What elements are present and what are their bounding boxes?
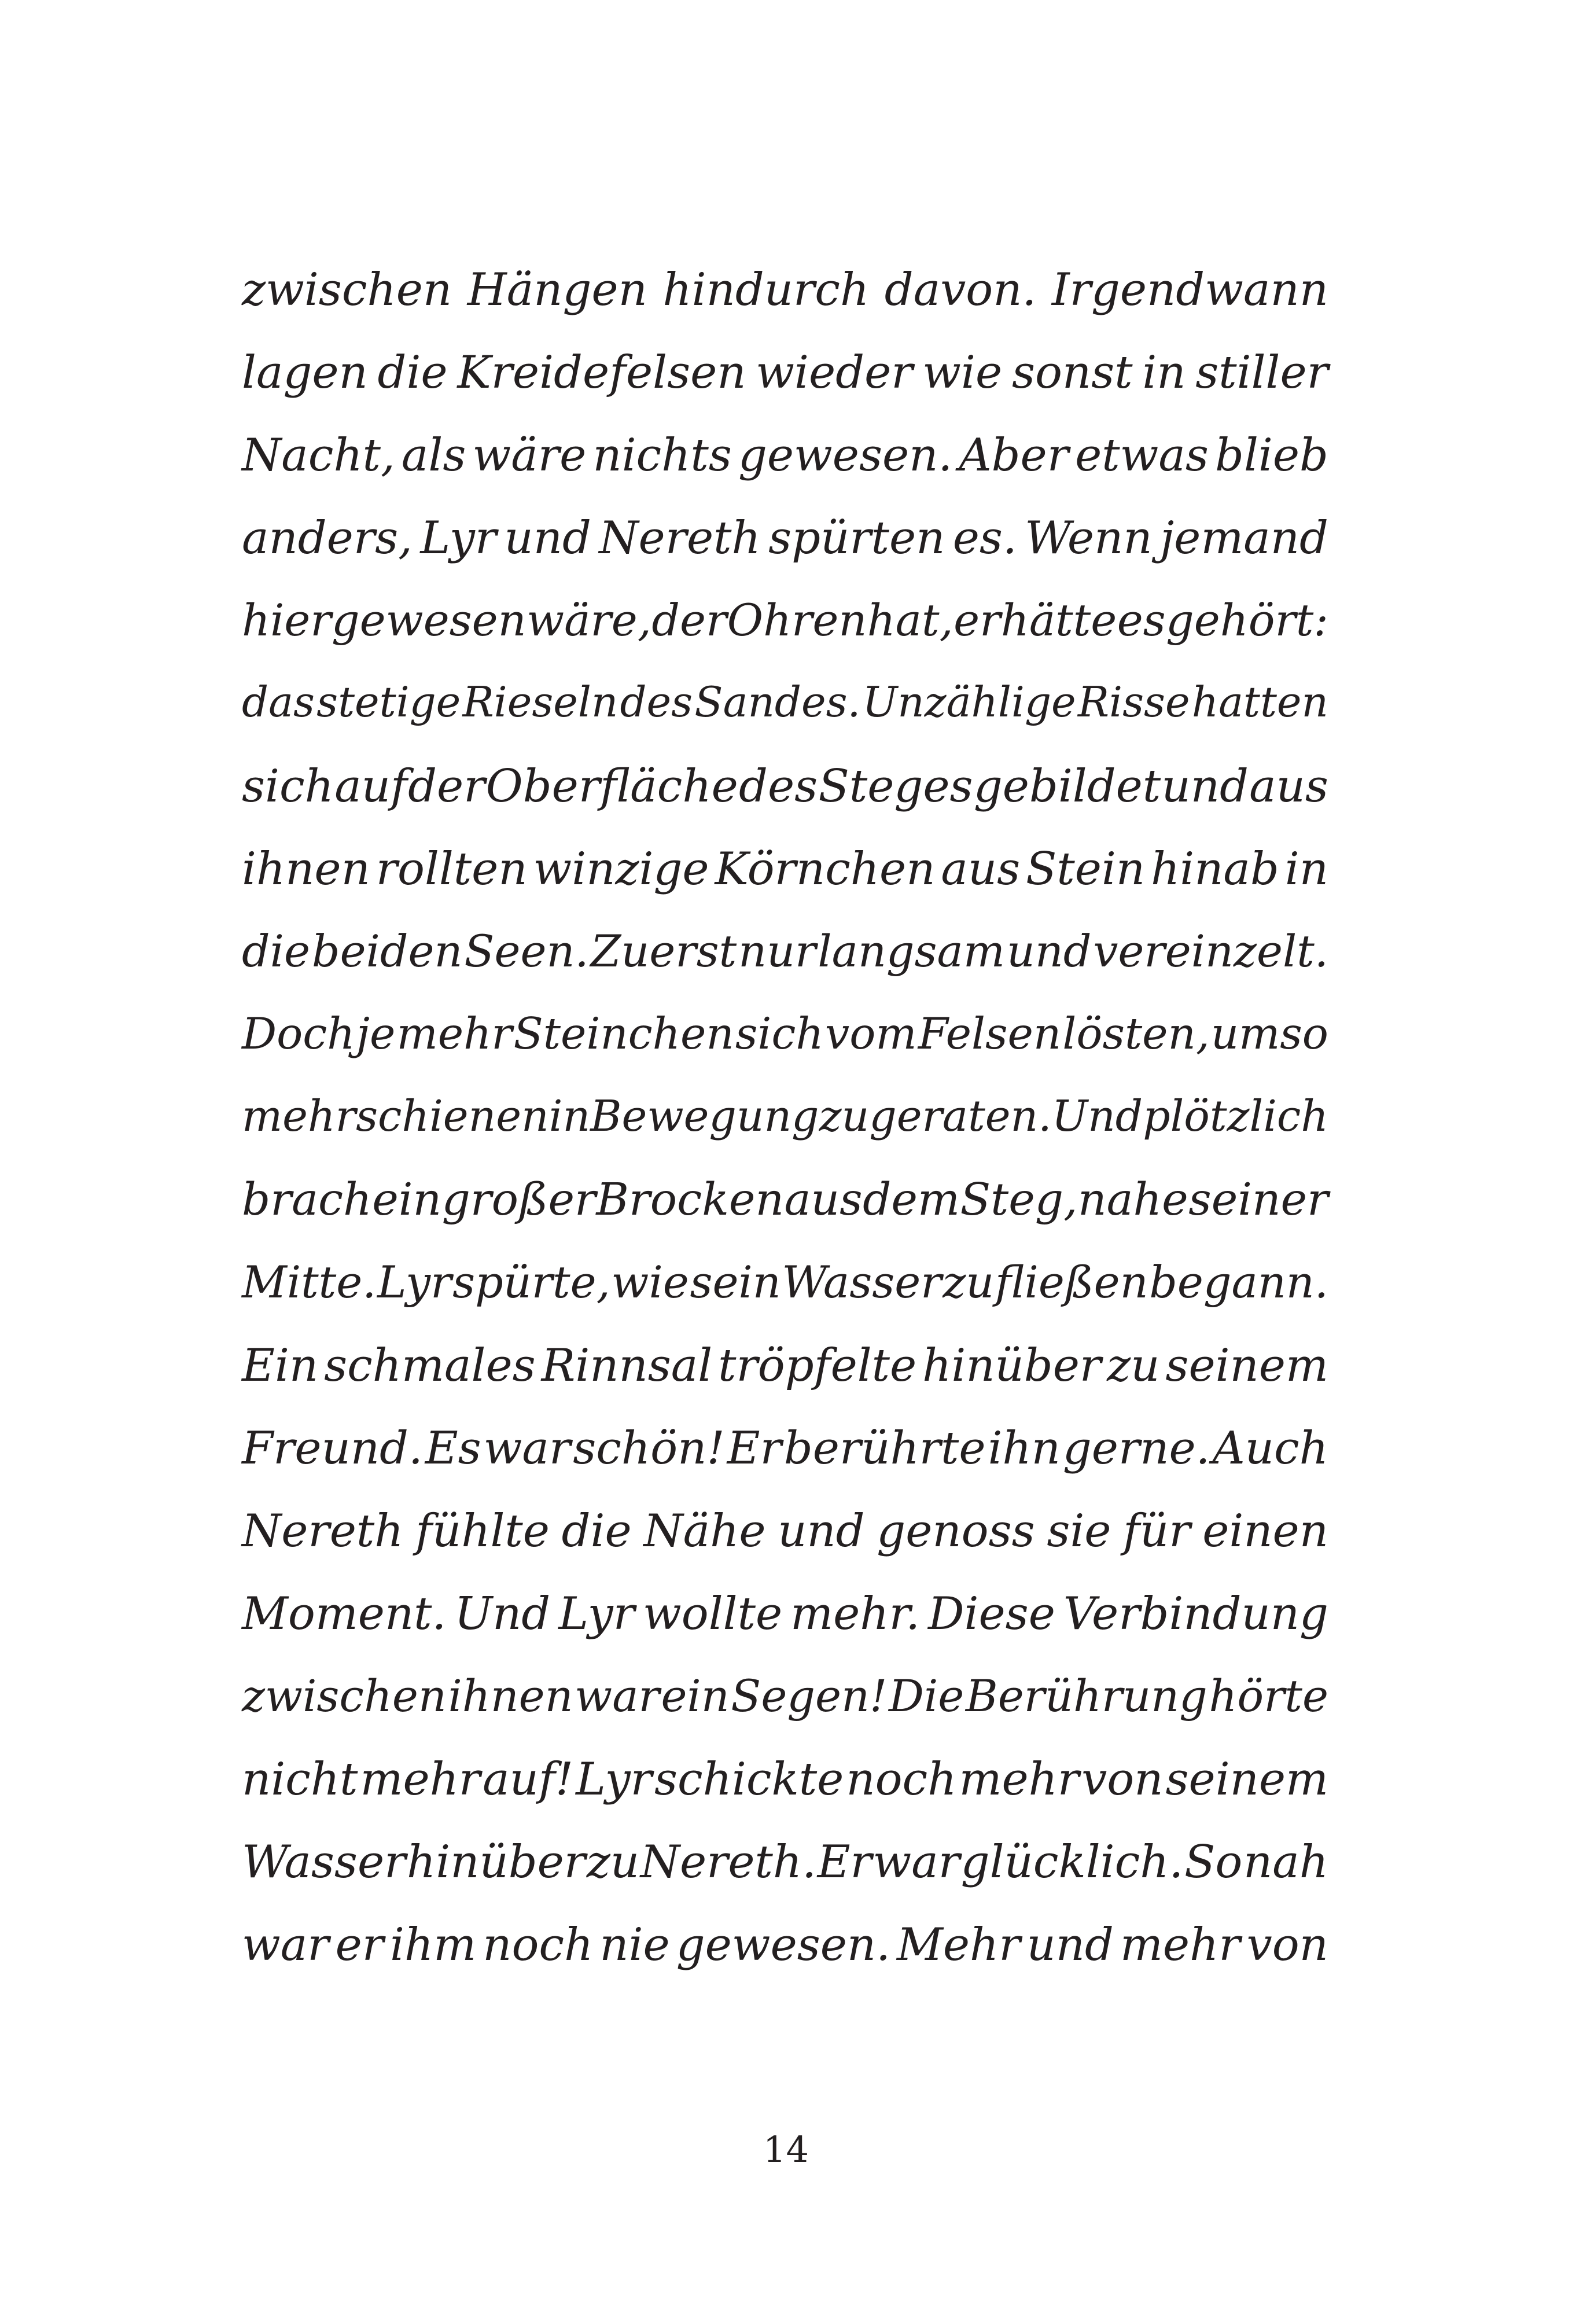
text-line bbox=[242, 1753, 1328, 1840]
word: gewesen. bbox=[738, 429, 953, 481]
word: in bbox=[1284, 843, 1328, 895]
word: spürten bbox=[768, 512, 945, 564]
word: So bbox=[1184, 1836, 1243, 1888]
word: schickte bbox=[654, 1753, 844, 1805]
word: Wenn bbox=[1025, 512, 1153, 564]
word: von bbox=[1081, 1753, 1164, 1805]
word: mehr. bbox=[790, 1588, 921, 1640]
word: jemand bbox=[1159, 512, 1328, 564]
word: hatten bbox=[1191, 678, 1328, 726]
word: fühlte bbox=[415, 1505, 550, 1557]
text-line bbox=[242, 594, 1328, 681]
word: glücklich. bbox=[960, 1836, 1184, 1888]
word: ein bbox=[372, 1174, 442, 1226]
word: gebildet bbox=[973, 760, 1161, 812]
word: Er bbox=[817, 1836, 872, 1888]
word: Ein bbox=[242, 1340, 319, 1392]
word: seiner bbox=[1188, 1174, 1328, 1226]
word: Oberfläche bbox=[485, 760, 738, 812]
text-line bbox=[242, 1174, 1328, 1260]
word: die bbox=[377, 347, 448, 399]
word: war bbox=[575, 1670, 660, 1722]
word: hat, bbox=[867, 594, 953, 646]
word: wäre, bbox=[527, 594, 651, 646]
word: mehr bbox=[360, 1753, 481, 1805]
word: Verbindung bbox=[1063, 1588, 1328, 1640]
word: und bbox=[1026, 1919, 1114, 1971]
word: Hängen bbox=[467, 264, 647, 316]
word: wieder bbox=[756, 347, 913, 399]
word: zwischen bbox=[242, 1670, 447, 1722]
word: Lyr bbox=[558, 1588, 635, 1640]
word: Stein bbox=[1026, 843, 1146, 895]
word: Segen! bbox=[731, 1670, 888, 1722]
word: die bbox=[242, 925, 310, 977]
word: noch bbox=[846, 1753, 957, 1805]
word: schmales bbox=[324, 1340, 536, 1392]
word: es. bbox=[952, 512, 1017, 564]
word: gewesen bbox=[332, 594, 527, 646]
word: des bbox=[620, 678, 693, 726]
word: sich bbox=[242, 760, 334, 812]
word: zu bbox=[943, 1256, 995, 1308]
text-line bbox=[242, 1422, 1328, 1509]
word: er bbox=[335, 1919, 384, 1971]
word: zwischen bbox=[242, 264, 452, 316]
word: sein bbox=[690, 1256, 781, 1308]
word: noch bbox=[483, 1919, 594, 1971]
word: Brocken bbox=[596, 1174, 785, 1226]
word: Auch bbox=[1212, 1422, 1328, 1474]
word: wollte bbox=[643, 1588, 783, 1640]
word: Die bbox=[889, 1670, 964, 1722]
word: zu bbox=[819, 1091, 870, 1141]
word: schön! bbox=[573, 1422, 725, 1474]
word: Nereth bbox=[242, 1505, 404, 1557]
word: gewesen. bbox=[676, 1919, 890, 1971]
word: Wasser bbox=[242, 1836, 406, 1888]
word: hinab bbox=[1151, 843, 1279, 895]
word: Nereth. bbox=[640, 1836, 816, 1888]
word: spürte, bbox=[452, 1256, 610, 1308]
word: als bbox=[401, 429, 466, 481]
word: hindurch bbox=[662, 264, 870, 316]
text-line bbox=[242, 1919, 1328, 2005]
word: Er bbox=[727, 1422, 782, 1474]
word: Nähe bbox=[643, 1505, 766, 1557]
word: die bbox=[561, 1505, 632, 1557]
word: hörte bbox=[1209, 1670, 1328, 1722]
word: Mehr bbox=[896, 1919, 1021, 1971]
word: und bbox=[504, 512, 591, 564]
word: lösten, bbox=[1062, 1008, 1210, 1059]
word: zu bbox=[586, 1836, 640, 1888]
word: der bbox=[651, 594, 727, 646]
word: Doch bbox=[242, 1008, 355, 1059]
text-line bbox=[242, 1505, 1328, 1591]
word: rollten bbox=[375, 843, 528, 895]
word: gerne. bbox=[1062, 1422, 1210, 1474]
text-line bbox=[242, 1008, 1328, 1095]
word: Lyr bbox=[420, 512, 497, 564]
word: in bbox=[1142, 347, 1186, 399]
word: umso bbox=[1210, 1008, 1328, 1059]
word: nichts bbox=[592, 429, 732, 481]
word: Körnchen bbox=[715, 843, 936, 895]
word: einen bbox=[1202, 1505, 1328, 1557]
word: dem bbox=[863, 1174, 960, 1226]
word: von bbox=[1246, 1919, 1328, 1971]
word: der bbox=[408, 760, 485, 812]
word: großer bbox=[441, 1174, 596, 1226]
word: Und bbox=[454, 1588, 551, 1640]
word: und bbox=[1006, 925, 1092, 977]
word: brach bbox=[242, 1174, 372, 1226]
word: es bbox=[1117, 594, 1166, 646]
word: aus bbox=[941, 843, 1021, 895]
word: Lyr bbox=[576, 1753, 652, 1805]
word: Rinnsal bbox=[541, 1340, 713, 1392]
word: sich bbox=[735, 1008, 824, 1059]
word: tröpfelte bbox=[718, 1340, 917, 1392]
word: vereinzelt. bbox=[1093, 925, 1328, 977]
word: mehr bbox=[242, 1091, 356, 1141]
body-text bbox=[242, 264, 1328, 2005]
word: je bbox=[356, 1008, 396, 1059]
word: anders, bbox=[242, 512, 413, 564]
page-number: 14 bbox=[763, 2128, 809, 2171]
word: geraten. bbox=[869, 1091, 1052, 1141]
word: lagen bbox=[242, 347, 368, 399]
word: davon. bbox=[884, 264, 1037, 316]
word: ihnen bbox=[448, 1670, 573, 1722]
word: hier bbox=[242, 594, 332, 646]
word: stiller bbox=[1195, 347, 1328, 399]
word: war bbox=[483, 1422, 571, 1474]
word: Bewegung bbox=[590, 1091, 819, 1141]
text-line bbox=[242, 1091, 1328, 1178]
word: zu bbox=[1107, 1340, 1160, 1392]
word: Aber bbox=[959, 429, 1069, 481]
word: beiden bbox=[311, 925, 463, 977]
word: aus bbox=[784, 1174, 863, 1226]
word: etwas bbox=[1075, 429, 1209, 481]
word: Steg, bbox=[960, 1174, 1078, 1226]
word: wäre bbox=[472, 429, 587, 481]
word: Kreidefelsen bbox=[457, 347, 746, 399]
word: in bbox=[548, 1091, 591, 1141]
word: er bbox=[953, 594, 1001, 646]
word: war bbox=[242, 1919, 329, 1971]
word: mehr bbox=[396, 1008, 513, 1059]
word: Felsen bbox=[918, 1008, 1062, 1059]
word: vom bbox=[824, 1008, 917, 1059]
word: wie bbox=[922, 347, 1003, 399]
word: Unzählige bbox=[862, 678, 1076, 726]
word: nie bbox=[599, 1919, 670, 1971]
word: auf! bbox=[483, 1753, 574, 1805]
text-line bbox=[242, 1588, 1328, 1674]
text-line bbox=[242, 1670, 1328, 1757]
word: ihnen bbox=[242, 843, 370, 895]
word: Diese bbox=[928, 1588, 1055, 1640]
word: gehört: bbox=[1166, 594, 1328, 646]
text-line bbox=[242, 512, 1328, 598]
text-line bbox=[242, 1836, 1328, 1922]
word: mehr bbox=[959, 1753, 1080, 1805]
word: Steinchen bbox=[513, 1008, 734, 1059]
word: nahe bbox=[1078, 1174, 1188, 1226]
word: war bbox=[872, 1836, 960, 1888]
word: berührte bbox=[783, 1422, 986, 1474]
word: das bbox=[242, 678, 315, 726]
word: langsam bbox=[818, 925, 1005, 977]
text-line bbox=[242, 429, 1328, 516]
word: und bbox=[778, 1505, 865, 1557]
word: Und bbox=[1051, 1091, 1143, 1141]
word: Freund. bbox=[242, 1422, 423, 1474]
word: ein bbox=[661, 1670, 730, 1722]
word: Rieseln bbox=[462, 678, 619, 726]
text-line bbox=[242, 1256, 1328, 1343]
text-line bbox=[242, 678, 1328, 764]
word: fließen bbox=[995, 1256, 1148, 1308]
text-line bbox=[242, 264, 1328, 350]
word: hinüber bbox=[922, 1340, 1102, 1392]
word: Zuerst bbox=[590, 925, 737, 977]
word: Ohren bbox=[727, 594, 867, 646]
word: winzige bbox=[533, 843, 709, 895]
word: Risse bbox=[1077, 678, 1190, 726]
word: Moment. bbox=[242, 1588, 447, 1640]
word: Irgendwann bbox=[1051, 264, 1328, 316]
text-line bbox=[242, 925, 1328, 1012]
word: nicht bbox=[242, 1753, 358, 1805]
word: seinem bbox=[1165, 1340, 1328, 1392]
word: genoss bbox=[877, 1505, 1035, 1557]
word: Nereth bbox=[599, 512, 761, 564]
word: sie bbox=[1047, 1505, 1111, 1557]
word: blieb bbox=[1215, 429, 1328, 481]
word: Berührung bbox=[965, 1670, 1207, 1722]
word: Mitte. bbox=[242, 1256, 377, 1308]
word: hinüber bbox=[407, 1836, 586, 1888]
word: nah bbox=[1243, 1836, 1328, 1888]
word: ihn bbox=[988, 1422, 1061, 1474]
word: mehr bbox=[1120, 1919, 1240, 1971]
word: seinem bbox=[1165, 1753, 1328, 1805]
word: für bbox=[1123, 1505, 1191, 1557]
word: Wasser bbox=[782, 1256, 942, 1308]
word: aus bbox=[1249, 760, 1328, 812]
text-line bbox=[242, 1340, 1328, 1426]
word: Steges bbox=[818, 760, 973, 812]
word: plötzlich bbox=[1143, 1091, 1328, 1141]
word: und bbox=[1161, 760, 1249, 812]
word: Es bbox=[425, 1422, 481, 1474]
word: des bbox=[739, 760, 818, 812]
word: nur bbox=[738, 925, 816, 977]
word: hätte bbox=[1000, 594, 1117, 646]
word: stetige bbox=[316, 678, 461, 726]
word: auf bbox=[334, 760, 407, 812]
word: ihm bbox=[390, 1919, 477, 1971]
word: Seen. bbox=[464, 925, 589, 977]
word: Lyr bbox=[377, 1256, 452, 1308]
word: Nacht, bbox=[242, 429, 395, 481]
text-line bbox=[242, 843, 1328, 929]
word: Sandes. bbox=[694, 678, 861, 726]
word: begann. bbox=[1149, 1256, 1328, 1308]
word: wie bbox=[611, 1256, 689, 1308]
text-line bbox=[242, 347, 1328, 433]
word: sonst bbox=[1011, 347, 1133, 399]
word: schienen bbox=[356, 1091, 549, 1141]
text-line bbox=[242, 760, 1328, 847]
